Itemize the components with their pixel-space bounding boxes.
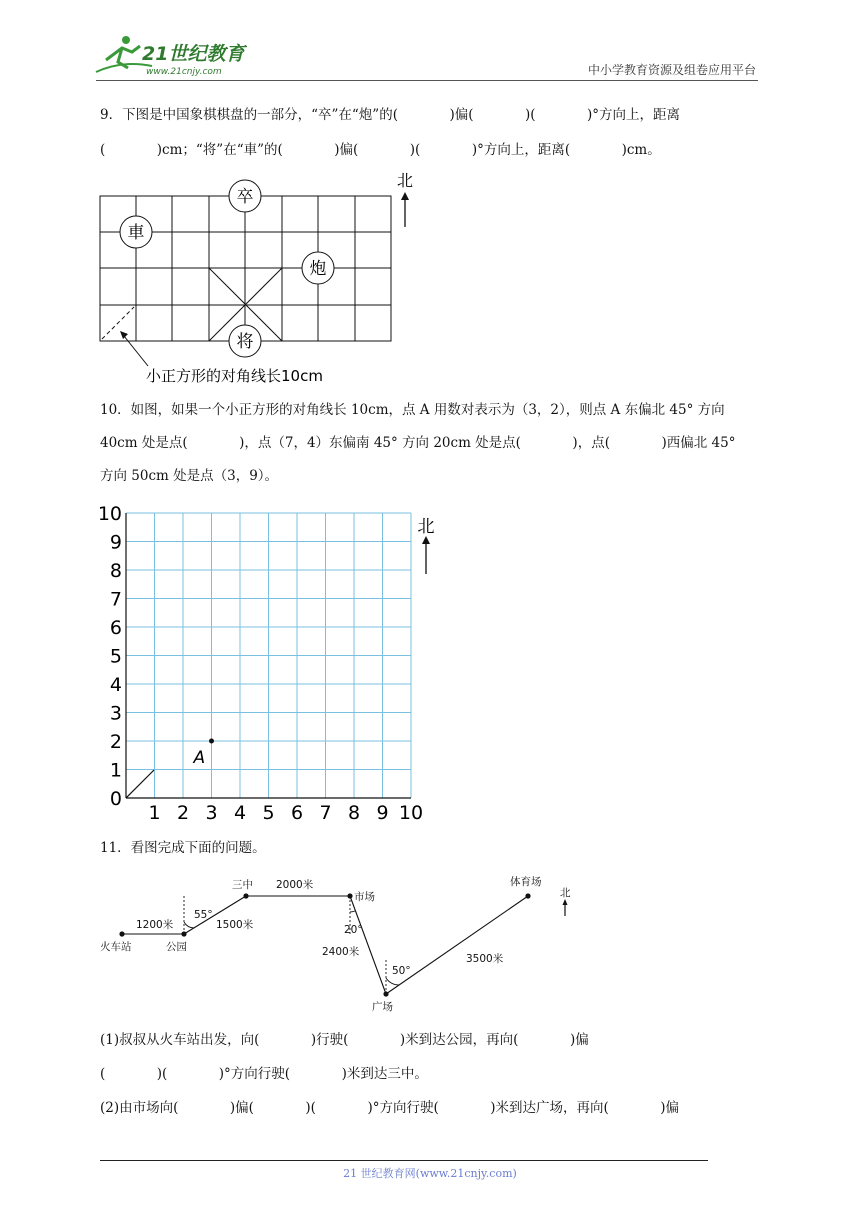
logo-url: www.21cnjy.com [146, 67, 222, 77]
x-tick-label: 1 [148, 802, 161, 824]
y-tick-label: 1 [109, 759, 122, 782]
north-arrow-icon [422, 536, 430, 574]
origin-diagonal-line [126, 770, 154, 798]
y-tick-label: 3 [109, 702, 122, 725]
y-tick-label: 10 [97, 503, 122, 525]
x-tick-label: 8 [347, 802, 361, 824]
distance-1500: 1500米 [216, 919, 254, 931]
square-label: 广场 [372, 1001, 393, 1013]
header-divider [96, 80, 758, 81]
diagonal-caption: 小正方形的对角线长10cm [146, 367, 323, 385]
q11-sub1-line1: (1)叔叔从火车站出发，向( )行驶( )米到达公园，再向( )偏 [100, 1032, 589, 1048]
y-tick-labels [98, 503, 122, 810]
logo-text: 21世纪教育 [142, 43, 245, 65]
market-point [347, 893, 352, 898]
footer-text: 21 世纪教育网(www.21cnjy.com) [343, 1167, 517, 1180]
q11-sub1-line2: ( )( )°方向行驶( )米到达三中。 [100, 1066, 428, 1082]
sanzhong-label: 三中 [232, 879, 253, 891]
y-tick-label: 6 [109, 617, 122, 639]
distance-2400: 2400米 [322, 946, 360, 958]
distance-2000: 2000米 [276, 879, 314, 891]
north-label: 北 [560, 887, 571, 899]
train-station-point [119, 931, 124, 936]
grid-lines [126, 513, 411, 798]
angle-55: 55° [194, 909, 213, 921]
angle-50: 50° [392, 965, 411, 977]
x-tick-label: 5 [262, 802, 275, 824]
piece-zu [229, 180, 261, 212]
header-platform-text: 中小学教育资源及组卷应用平台 [587, 63, 756, 77]
piece-pao [302, 252, 334, 284]
stadium-point [525, 893, 530, 898]
footer-divider [100, 1160, 708, 1161]
y-tick-label: 2 [109, 731, 122, 753]
svg-text:車: 車 [127, 223, 145, 243]
q9-line1: 9．下图是中国象棋棋盘的一部分，“卒”在“炮”的( )偏( )( )°方向上，距离 [100, 107, 681, 123]
x-tick-label: 7 [319, 802, 332, 824]
north-arrow-icon [563, 899, 568, 916]
distance-1200: 1200米 [136, 919, 174, 931]
y-tick-label: 7 [109, 588, 122, 611]
q10-line2: 40cm 处是点( )，点（7，4）东偏南 45° 方向 20cm 处是点( )，点( )西偏北 45° [100, 435, 736, 451]
q10-line3: 方向 50cm 处是点（3，9）。 [100, 468, 279, 484]
q10-line1: 10．如图，如果一个小正方形的对角线长 10cm，点 A 用数对表示为（3，2），则点 A 东偏北 45° 方向 [100, 402, 725, 418]
stadium-label: 体育场 [510, 876, 542, 888]
site-logo [92, 30, 262, 82]
sanzhong-point [243, 893, 248, 898]
svg-text:将: 将 [236, 332, 254, 352]
x-tick-labels [148, 802, 423, 824]
north-label: 北 [396, 171, 414, 190]
x-tick-label: 4 [233, 802, 247, 824]
svg-text:卒: 卒 [236, 187, 254, 207]
piece-jiang [229, 325, 261, 357]
y-tick-label: 0 [109, 788, 122, 810]
caption-pointer-arrow-icon [120, 331, 148, 366]
angle-20: 20° [344, 924, 363, 936]
y-tick-label: 8 [109, 560, 122, 582]
distance-3500: 3500米 [466, 953, 504, 965]
park-label: 公园 [166, 941, 187, 953]
q9-line2: ( )cm；“将”在“車”的( )偏( )( )°方向上，距离( )cm。 [100, 142, 661, 158]
coordinate-grid-figure [90, 498, 450, 828]
square-point [383, 991, 388, 996]
chess-board-figure [90, 170, 430, 385]
route-map-figure [98, 862, 588, 1020]
x-tick-label: 9 [376, 802, 389, 824]
diagonal-dashed-line [102, 307, 134, 339]
x-tick-label: 3 [205, 802, 218, 824]
train-station-label: 火车站 [100, 941, 132, 953]
park-point [181, 931, 186, 936]
svg-text:炮: 炮 [309, 259, 327, 279]
y-tick-label: 9 [109, 531, 122, 554]
north-reference-lines [184, 894, 386, 994]
market-label: 市场 [354, 891, 375, 903]
q11-title: 11．看图完成下面的问题。 [100, 840, 266, 856]
x-tick-label: 10 [398, 802, 424, 824]
x-tick-label: 6 [290, 802, 304, 824]
piece-che [120, 216, 152, 248]
y-tick-label: 5 [109, 645, 122, 668]
north-label: 北 [417, 517, 435, 537]
point-a [209, 739, 214, 744]
x-tick-label: 2 [176, 802, 190, 824]
north-arrow-icon [401, 192, 409, 227]
point-a-label: A [193, 748, 206, 768]
q11-sub2-line1: (2)由市场向( )偏( )( )°方向行驶( )米到达广场，再向( )偏 [100, 1100, 680, 1116]
y-tick-label: 4 [109, 674, 122, 696]
